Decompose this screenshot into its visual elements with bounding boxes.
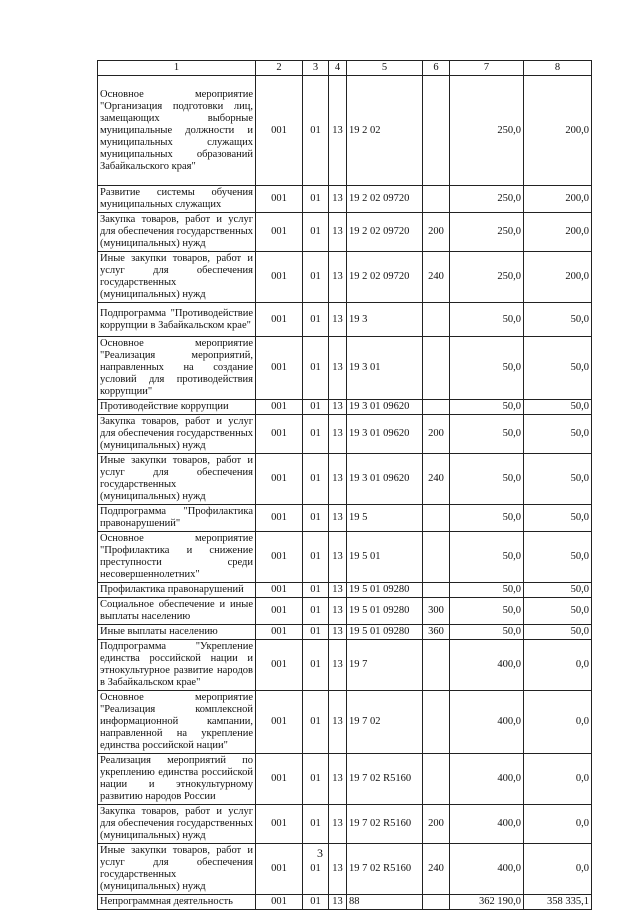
cell-amount-2019: 250,0 [450, 213, 524, 252]
cell-name: Профилактика правонарушений [98, 583, 256, 598]
column-header-name: 1 [98, 61, 256, 76]
cell-target-article: 19 7 02 R5160 [347, 754, 423, 805]
cell-admin-code: 001 [256, 213, 303, 252]
cell-admin-code: 001 [256, 640, 303, 691]
cell-expense-type: 200 [423, 805, 450, 844]
cell-expense-type: 200 [423, 415, 450, 454]
table-header-row [98, 61, 592, 76]
cell-section: 01 [303, 303, 329, 337]
cell-admin-code: 001 [256, 805, 303, 844]
cell-section: 01 [303, 805, 329, 844]
cell-section: 01 [303, 625, 329, 640]
cell-expense-type [423, 303, 450, 337]
cell-name: Непрограммная деятельность [98, 895, 256, 910]
cell-subsection: 13 [329, 400, 347, 415]
cell-expense-type [423, 337, 450, 400]
cell-subsection: 13 [329, 76, 347, 186]
cell-section: 01 [303, 400, 329, 415]
cell-amount-2019: 250,0 [450, 76, 524, 186]
cell-name: Основное мероприятие "Профилактика и снижение преступности среди несовершеннолетних" [98, 532, 256, 583]
cell-subsection: 13 [329, 186, 347, 213]
cell-name: Реализация мероприятий по укреплению единства российской нации и этнокультурному развитию народов России [98, 754, 256, 805]
cell-expense-type [423, 505, 450, 532]
cell-name: Подпрограмма "Профилактика правонарушений" [98, 505, 256, 532]
cell-admin-code: 001 [256, 532, 303, 583]
cell-expense-type [423, 532, 450, 583]
cell-expense-type [423, 895, 450, 910]
cell-amount-2019: 50,0 [450, 337, 524, 400]
budget-table [97, 60, 592, 910]
cell-amount-2020: 50,0 [524, 505, 592, 532]
cell-target-article: 19 5 01 09280 [347, 583, 423, 598]
cell-target-article: 19 3 01 09620 [347, 415, 423, 454]
cell-target-article: 19 2 02 09720 [347, 252, 423, 303]
cell-section: 01 [303, 415, 329, 454]
cell-subsection: 13 [329, 213, 347, 252]
cell-target-article: 88 [347, 895, 423, 910]
cell-section: 01 [303, 691, 329, 754]
cell-amount-2020: 50,0 [524, 415, 592, 454]
cell-subsection: 13 [329, 252, 347, 303]
cell-subsection: 13 [329, 303, 347, 337]
cell-admin-code: 001 [256, 754, 303, 805]
cell-amount-2020: 50,0 [524, 583, 592, 598]
cell-name: Подпрограмма "Противодействие коррупции в Забайкальском крае" [98, 303, 256, 337]
cell-amount-2019: 400,0 [450, 691, 524, 754]
table-row [98, 213, 592, 252]
page-number: 3 [317, 846, 323, 860]
table-row [98, 691, 592, 754]
cell-section: 01 [303, 76, 329, 186]
cell-target-article: 19 2 02 09720 [347, 213, 423, 252]
cell-amount-2020: 0,0 [524, 805, 592, 844]
table-row [98, 454, 592, 505]
cell-expense-type [423, 754, 450, 805]
table-row [98, 598, 592, 625]
column-header-target-article: 5 [347, 61, 423, 76]
cell-amount-2020: 358 335,1 [524, 895, 592, 910]
cell-admin-code: 001 [256, 303, 303, 337]
cell-section: 01 [303, 532, 329, 583]
cell-amount-2019: 50,0 [450, 625, 524, 640]
cell-amount-2019: 50,0 [450, 400, 524, 415]
cell-amount-2020: 200,0 [524, 213, 592, 252]
cell-amount-2020: 50,0 [524, 598, 592, 625]
table-row [98, 754, 592, 805]
cell-name: Противодействие коррупции [98, 400, 256, 415]
cell-admin-code: 001 [256, 454, 303, 505]
cell-subsection: 13 [329, 454, 347, 505]
cell-admin-code: 001 [256, 895, 303, 910]
cell-amount-2020: 50,0 [524, 337, 592, 400]
cell-expense-type: 240 [423, 454, 450, 505]
cell-name: Основное мероприятие "Реализация комплексной информационной кампании, направленной на укрепление единства российской нации" [98, 691, 256, 754]
cell-section: 01 [303, 252, 329, 303]
cell-subsection: 13 [329, 640, 347, 691]
table-row [98, 640, 592, 691]
cell-admin-code: 001 [256, 186, 303, 213]
cell-target-article: 19 5 01 [347, 532, 423, 583]
table-row [98, 532, 592, 583]
cell-amount-2019: 400,0 [450, 844, 524, 895]
cell-subsection: 13 [329, 415, 347, 454]
cell-target-article: 19 7 02 R5160 [347, 805, 423, 844]
cell-subsection: 13 [329, 532, 347, 583]
table-row [98, 252, 592, 303]
cell-admin-code: 001 [256, 252, 303, 303]
cell-name: Развитие системы обучения муниципальных служащих [98, 186, 256, 213]
cell-subsection: 13 [329, 805, 347, 844]
cell-admin-code: 001 [256, 844, 303, 895]
cell-expense-type: 360 [423, 625, 450, 640]
cell-section: 01 [303, 505, 329, 532]
cell-section: 01 [303, 895, 329, 910]
cell-target-article: 19 3 01 [347, 337, 423, 400]
cell-target-article: 19 3 01 09620 [347, 454, 423, 505]
cell-subsection: 13 [329, 691, 347, 754]
cell-name: Иные закупки товаров, работ и услуг для обеспечения государственных (муниципальных) нужд [98, 252, 256, 303]
cell-target-article: 19 5 01 09280 [347, 598, 423, 625]
cell-name: Закупка товаров, работ и услуг для обеспечения государственных (муниципальных) нужд [98, 805, 256, 844]
cell-name: Основное мероприятие "Организация подготовки лиц, замещающих выборные муниципальные должности и муниципальных служащих муниципальных образований Забайкальского края" [98, 76, 256, 186]
cell-amount-2019: 250,0 [450, 252, 524, 303]
column-header-subsection: 4 [329, 61, 347, 76]
cell-amount-2020: 0,0 [524, 640, 592, 691]
cell-amount-2019: 50,0 [450, 454, 524, 505]
cell-amount-2020: 200,0 [524, 252, 592, 303]
cell-amount-2020: 50,0 [524, 454, 592, 505]
cell-amount-2020: 200,0 [524, 186, 592, 213]
cell-amount-2019: 50,0 [450, 505, 524, 532]
cell-target-article: 19 7 02 R5160 [347, 844, 423, 895]
table-row [98, 625, 592, 640]
cell-expense-type [423, 640, 450, 691]
cell-target-article: 19 5 01 09280 [347, 625, 423, 640]
cell-section: 01 [303, 337, 329, 400]
cell-name: Иные закупки товаров, работ и услуг для обеспечения государственных (муниципальных) нужд [98, 844, 256, 895]
cell-amount-2019: 400,0 [450, 754, 524, 805]
column-header-section: 3 [303, 61, 329, 76]
cell-admin-code: 001 [256, 583, 303, 598]
cell-admin-code: 001 [256, 691, 303, 754]
cell-section: 01 [303, 186, 329, 213]
cell-subsection: 13 [329, 625, 347, 640]
column-header-expense-type: 6 [423, 61, 450, 76]
cell-target-article: 19 3 01 09620 [347, 400, 423, 415]
cell-section: 01 [303, 454, 329, 505]
cell-amount-2019: 50,0 [450, 583, 524, 598]
cell-name: Закупка товаров, работ и услуг для обеспечения государственных (муниципальных) нужд [98, 213, 256, 252]
cell-amount-2020: 50,0 [524, 303, 592, 337]
cell-expense-type [423, 76, 450, 186]
table-row [98, 303, 592, 337]
cell-subsection: 13 [329, 895, 347, 910]
table-row [98, 505, 592, 532]
table-row [98, 895, 592, 910]
table-row [98, 186, 592, 213]
cell-amount-2019: 50,0 [450, 303, 524, 337]
cell-expense-type [423, 186, 450, 213]
table-row [98, 76, 592, 186]
cell-admin-code: 001 [256, 625, 303, 640]
cell-expense-type: 240 [423, 844, 450, 895]
cell-expense-type: 240 [423, 252, 450, 303]
cell-admin-code: 001 [256, 76, 303, 186]
cell-name: Иные закупки товаров, работ и услуг для обеспечения государственных (муниципальных) нужд [98, 454, 256, 505]
cell-amount-2020: 0,0 [524, 754, 592, 805]
cell-admin-code: 001 [256, 505, 303, 532]
cell-name: Подпрограмма "Укрепление единства российской нации и этнокультурное развитие народов в Забайкальском крае" [98, 640, 256, 691]
table-row [98, 805, 592, 844]
column-header-admin-code: 2 [256, 61, 303, 76]
table-row [98, 400, 592, 415]
cell-amount-2020: 50,0 [524, 625, 592, 640]
table-row [98, 583, 592, 598]
cell-amount-2019: 250,0 [450, 186, 524, 213]
cell-target-article: 19 5 [347, 505, 423, 532]
cell-name: Закупка товаров, работ и услуг для обеспечения государственных (муниципальных) нужд [98, 415, 256, 454]
cell-expense-type: 200 [423, 213, 450, 252]
cell-name: Социальное обеспечение и иные выплаты населению [98, 598, 256, 625]
cell-name: Основное мероприятие "Реализация мероприятий, направленных на создание условий для противодействия коррупции" [98, 337, 256, 400]
cell-amount-2019: 50,0 [450, 598, 524, 625]
cell-section: 01 [303, 754, 329, 805]
cell-target-article: 19 7 [347, 640, 423, 691]
cell-expense-type [423, 583, 450, 598]
cell-section: 01 [303, 640, 329, 691]
column-header-amount-2019: 7 [450, 61, 524, 76]
cell-admin-code: 001 [256, 415, 303, 454]
cell-amount-2020: 0,0 [524, 844, 592, 895]
cell-amount-2020: 200,0 [524, 76, 592, 186]
cell-expense-type: 300 [423, 598, 450, 625]
table-row [98, 337, 592, 400]
cell-admin-code: 001 [256, 400, 303, 415]
cell-subsection: 13 [329, 754, 347, 805]
cell-expense-type [423, 691, 450, 754]
cell-admin-code: 001 [256, 598, 303, 625]
cell-target-article: 19 3 [347, 303, 423, 337]
column-header-amount-2020: 8 [524, 61, 592, 76]
cell-amount-2019: 50,0 [450, 532, 524, 583]
cell-admin-code: 001 [256, 337, 303, 400]
cell-amount-2019: 362 190,0 [450, 895, 524, 910]
cell-subsection: 13 [329, 844, 347, 895]
cell-subsection: 13 [329, 598, 347, 625]
cell-target-article: 19 2 02 [347, 76, 423, 186]
cell-target-article: 19 2 02 09720 [347, 186, 423, 213]
cell-section: 01 [303, 844, 329, 895]
cell-amount-2020: 50,0 [524, 532, 592, 583]
cell-section: 01 [303, 598, 329, 625]
cell-amount-2020: 50,0 [524, 400, 592, 415]
table-row [98, 415, 592, 454]
cell-amount-2019: 400,0 [450, 640, 524, 691]
cell-section: 01 [303, 583, 329, 598]
cell-expense-type [423, 400, 450, 415]
cell-target-article: 19 7 02 [347, 691, 423, 754]
cell-amount-2019: 400,0 [450, 805, 524, 844]
cell-subsection: 13 [329, 505, 347, 532]
cell-section: 01 [303, 213, 329, 252]
cell-amount-2020: 0,0 [524, 691, 592, 754]
cell-subsection: 13 [329, 583, 347, 598]
cell-name: Иные выплаты населению [98, 625, 256, 640]
cell-amount-2019: 50,0 [450, 415, 524, 454]
cell-subsection: 13 [329, 337, 347, 400]
